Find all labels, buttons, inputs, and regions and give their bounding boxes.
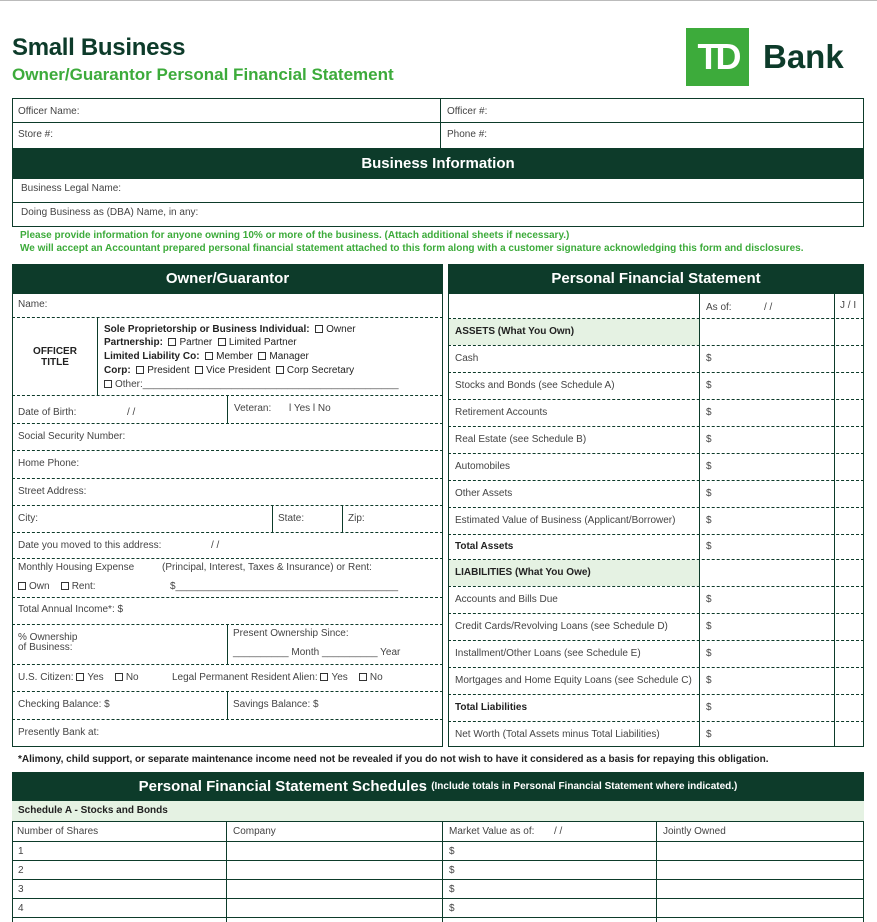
dob-slashes: / /: [127, 407, 136, 418]
total-liabilities-field[interactable]: $: [706, 702, 712, 713]
owner-name-field[interactable]: Name:: [18, 299, 48, 310]
row-divider: [448, 640, 864, 641]
schedules-heading: [12, 772, 864, 801]
vice-president-option-label: Vice President: [206, 365, 271, 376]
schedule-a-table: [12, 821, 864, 922]
liability-row-label: Credit Cards/Revolving Loans (see Schedule D): [455, 621, 668, 632]
accountant-note: We will accept an Accountant prepared personal financial statement attached to this form along with a customer signature acknowledging this form and disclosures.: [20, 243, 804, 254]
asset-row-label: Real Estate (see Schedule B): [455, 434, 587, 445]
officer-title-label: OFFICER TITLE: [33, 346, 77, 368]
col-market-value: Market Value as of:: [449, 826, 535, 837]
housing-amount-field[interactable]: $________________________________________: [170, 581, 399, 592]
ownership-percent-line2: of Business:: [18, 642, 73, 653]
row-divider: [448, 399, 864, 400]
row-divider: [448, 480, 864, 481]
citizen-yes-label: Yes: [87, 672, 104, 683]
col-number-of-shares: Number of Shares: [17, 826, 99, 837]
resident-alien-label: Legal Permanent Resident Alien:: [172, 672, 318, 683]
td-bank-logo: [686, 28, 844, 86]
liability-row-label: Installment/Other Loans (see Schedule E): [455, 648, 641, 659]
liability-amount-field[interactable]: $: [706, 594, 712, 605]
row-divider: [448, 559, 864, 560]
row-divider: [12, 917, 864, 918]
president-checkbox[interactable]: [136, 366, 144, 374]
row-divider: [448, 453, 864, 454]
total-assets-field[interactable]: $: [706, 541, 712, 552]
top-rule: [0, 0, 877, 1]
liability-amount-field[interactable]: $: [706, 675, 712, 686]
street-address-field[interactable]: Street Address:: [18, 486, 87, 497]
net-worth-label: Net Worth (Total Assets minus Total Liabilities): [455, 729, 660, 740]
schedule-row-number: 1: [18, 846, 24, 857]
moved-date-field[interactable]: Date you moved to this address:: [18, 540, 162, 551]
resident-yes-label: Yes: [331, 672, 348, 683]
total-liabilities-label: Total Liabilities: [455, 702, 528, 713]
state-field[interactable]: State:: [278, 513, 305, 524]
asset-row-label: Stocks and Bonds (see Schedule A): [455, 380, 615, 391]
ssn-field[interactable]: Social Security Number:: [18, 431, 126, 442]
assets-heading: ASSETS (What You Own): [455, 326, 575, 337]
asset-amount-field[interactable]: $: [706, 515, 712, 526]
liability-row-label: Mortgages and Home Equity Loans (see Schedule C): [455, 675, 692, 686]
pfs-heading: Personal Financial Statement: [448, 264, 864, 293]
business-legal-name-field[interactable]: Business Legal Name:: [21, 183, 122, 194]
asset-amount-field[interactable]: $: [706, 353, 712, 364]
officer-number-field[interactable]: Officer #:: [447, 106, 488, 117]
asset-amount-field[interactable]: $: [706, 461, 712, 472]
citizen-no-checkbox[interactable]: [115, 673, 123, 681]
schedule-market-value-field[interactable]: $: [449, 865, 455, 876]
limited-partner-checkbox[interactable]: [218, 338, 226, 346]
store-number-field[interactable]: Store #:: [18, 129, 54, 140]
row-divider: [448, 613, 864, 614]
checking-balance-field[interactable]: Checking Balance: $: [18, 699, 110, 710]
page-subtitle: Owner/Guarantor Personal Financial Statement: [12, 65, 394, 84]
llc-label: Limited Liability Co:: [104, 351, 200, 362]
present-bank-field[interactable]: Presently Bank at:: [18, 727, 100, 738]
owner-guarantor-heading: Owner/Guarantor: [12, 264, 443, 293]
owner-option-label: Owner: [326, 324, 356, 335]
liability-amount-field[interactable]: $: [706, 621, 712, 632]
liability-amount-field[interactable]: $: [706, 648, 712, 659]
member-option-label: Member: [216, 351, 253, 362]
row-divider: [448, 721, 864, 722]
row-divider: [448, 667, 864, 668]
td-logo-mark: TD: [686, 28, 749, 86]
asset-amount-field[interactable]: $: [706, 407, 712, 418]
owner-checkbox[interactable]: [315, 325, 323, 333]
vice-president-checkbox[interactable]: [195, 366, 203, 374]
ownership-since-label: Present Ownership Since:: [233, 628, 349, 639]
zip-field[interactable]: Zip:: [348, 513, 365, 524]
manager-checkbox[interactable]: [258, 352, 266, 360]
savings-balance-field[interactable]: Savings Balance: $: [233, 699, 319, 710]
resident-yes-checkbox[interactable]: [320, 673, 328, 681]
veteran-options[interactable]: l Yes l No: [289, 403, 331, 414]
row-divider: [448, 372, 864, 373]
asset-amount-field[interactable]: $: [706, 434, 712, 445]
corp-secretary-option-label: Corp Secretary: [286, 365, 355, 376]
asset-row-label: Automobiles: [455, 461, 511, 472]
officer-name-field[interactable]: Officer Name:: [18, 106, 80, 117]
pfs-as-of-slashes: / /: [764, 302, 773, 313]
partnership-label: Partnership:: [104, 337, 163, 348]
row-divider: [448, 426, 864, 427]
page-title: Small Business: [12, 34, 186, 61]
row-divider: [12, 898, 864, 899]
total-assets-label: Total Assets: [455, 541, 514, 552]
other-option-field[interactable]: Other:______________________________________________: [115, 379, 399, 390]
row-divider: [12, 879, 864, 880]
phone-number-field[interactable]: Phone #:: [447, 129, 488, 140]
sole-prop-label: Sole Proprietorship or Business Individual:: [104, 324, 310, 335]
officer-store-box: [12, 98, 864, 149]
net-worth-field[interactable]: $: [706, 729, 712, 740]
dba-name-field[interactable]: Doing Business as (DBA) Name, in any:: [21, 207, 199, 218]
schedules-heading-text: Personal Financial Statement Schedules: [138, 778, 428, 795]
logo-text: Bank: [763, 38, 844, 75]
asset-row-label: Cash: [455, 353, 479, 364]
partner-option-label: Partner: [179, 337, 213, 348]
asset-amount-field[interactable]: $: [706, 488, 712, 499]
row-divider: [448, 534, 864, 535]
citizen-yes-checkbox[interactable]: [76, 673, 84, 681]
row-divider: [12, 860, 864, 861]
limited-partner-option-label: Limited Partner: [228, 337, 297, 348]
resident-no-label: No: [369, 672, 383, 683]
other-checkbox[interactable]: [104, 380, 112, 388]
rent-checkbox[interactable]: [61, 582, 69, 590]
col-market-value-slashes: / /: [554, 826, 563, 837]
partner-checkbox[interactable]: [168, 338, 176, 346]
own-option-label: Own: [29, 581, 50, 592]
alimony-footnote: *Alimony, child support, or separate maintenance income need not be revealed if you do not wish to have it considered as a basis for repaying this obligation.: [18, 754, 769, 765]
housing-expense-label: Monthly Housing Expense: [18, 562, 135, 573]
member-checkbox[interactable]: [205, 352, 213, 360]
city-field[interactable]: City:: [18, 513, 38, 524]
joint-individual-header: J / I: [840, 300, 857, 311]
asset-amount-field[interactable]: $: [706, 380, 712, 391]
home-phone-field[interactable]: Home Phone:: [18, 458, 80, 469]
pfs-as-of-field[interactable]: As of:: [706, 302, 732, 313]
schedule-market-value-field[interactable]: $: [449, 884, 455, 895]
corp-secretary-checkbox[interactable]: [276, 366, 284, 374]
housing-expense-detail: (Principal, Interest, Taxes & Insurance) or Rent:: [162, 562, 372, 573]
annual-income-field[interactable]: Total Annual Income*: $: [18, 604, 124, 615]
asset-row-label: Retirement Accounts: [455, 407, 548, 418]
schedule-a-heading: Schedule A - Stocks and Bonds: [18, 805, 168, 816]
resident-no-checkbox[interactable]: [359, 673, 367, 681]
liability-row-label: Accounts and Bills Due: [455, 594, 558, 605]
row-divider: [448, 694, 864, 695]
president-option-label: President: [147, 365, 190, 376]
schedule-row-number: 4: [18, 903, 24, 914]
business-info-heading: Business Information: [12, 149, 864, 178]
ownership-note: Please provide information for anyone owning 10% or more of the business. (Attach additional sheets if necessary.): [20, 230, 570, 241]
manager-option-label: Manager: [269, 351, 309, 362]
moved-date-slashes: / /: [211, 540, 220, 551]
us-citizen-label: U.S. Citizen:: [18, 672, 74, 683]
ownership-since-field[interactable]: __________ Month __________ Year: [233, 647, 401, 658]
own-checkbox[interactable]: [18, 582, 26, 590]
schedule-row-number: 3: [18, 884, 24, 895]
ownership-percent-field[interactable]: [18, 633, 77, 653]
asset-row-label: Estimated Value of Business (Applicant/Borrower): [455, 515, 676, 526]
veteran-label: Veteran:: [234, 403, 272, 414]
ownership-percent-line1: % Ownership: [18, 632, 78, 643]
asset-row-label: Other Assets: [455, 488, 513, 499]
rent-option-label: Rent:: [71, 581, 96, 592]
row-divider: [448, 507, 864, 508]
corp-label: Corp:: [104, 365, 131, 376]
schedule-market-value-field[interactable]: $: [449, 903, 455, 914]
citizen-no-label: No: [125, 672, 139, 683]
schedules-heading-note: (Include totals in Personal Financial Statement where indicated.): [431, 781, 738, 792]
schedule-row-number: 2: [18, 865, 24, 876]
date-of-birth-field[interactable]: Date of Birth:: [18, 407, 77, 418]
col-jointly-owned: Jointly Owned: [663, 826, 726, 837]
row-divider: [12, 841, 864, 842]
liabilities-heading: LIABILITIES (What You Owe): [455, 567, 591, 578]
col-company: Company: [233, 826, 276, 837]
schedule-market-value-field[interactable]: $: [449, 846, 455, 857]
